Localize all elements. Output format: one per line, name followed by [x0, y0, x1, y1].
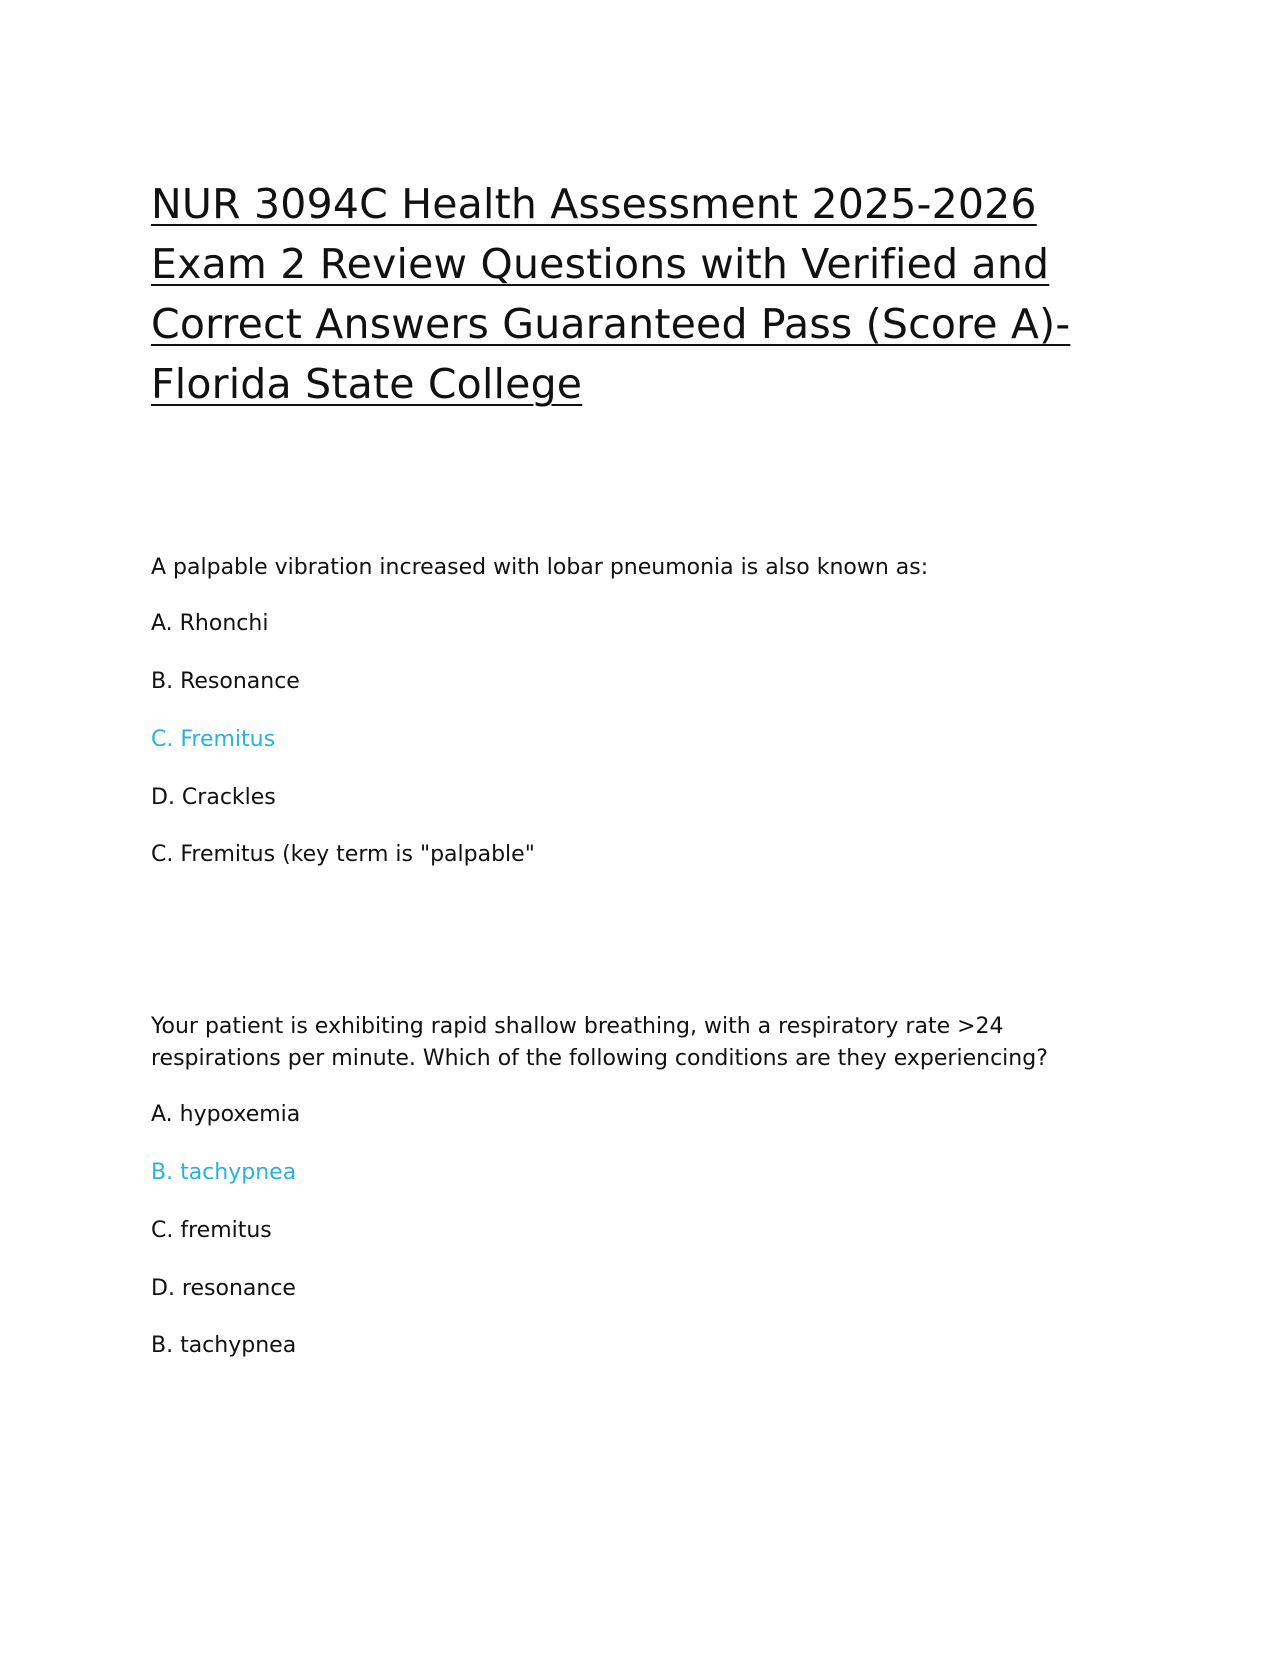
option-c: C. fremitus — [151, 1218, 272, 1243]
option-b: B. Resonance — [151, 669, 300, 694]
option-b-correct: B. tachypnea — [151, 1160, 297, 1185]
option-d: D. resonance — [151, 1276, 296, 1301]
question-2 — [151, 1011, 1111, 1362]
answer-options — [151, 608, 1111, 814]
answer-options — [151, 1099, 1111, 1305]
answer-key: C. Fremitus (key term is "palpable" — [151, 842, 535, 867]
question-stem: Your patient is exhibiting rapid shallow breathing, with a respiratory rate >24 respirations per minute. Which of the following conditions are they experiencing? — [151, 1014, 1048, 1071]
document-title: NUR 3094C Health Assessment 2025-2026 Exam 2 Review Questions with Verified and Correct Answers Guaranteed Pass (Score A)-Florida State College — [151, 180, 1071, 408]
answer-key: B. tachypnea — [151, 1333, 297, 1358]
question-stem: A palpable vibration increased with lobar pneumonia is also known as: — [151, 555, 929, 580]
question-1 — [151, 552, 1111, 871]
option-c-correct: C. Fremitus — [151, 727, 276, 752]
option-a: A. hypoxemia — [151, 1102, 301, 1127]
option-a: A. Rhonchi — [151, 611, 269, 636]
option-d: D. Crackles — [151, 785, 276, 810]
